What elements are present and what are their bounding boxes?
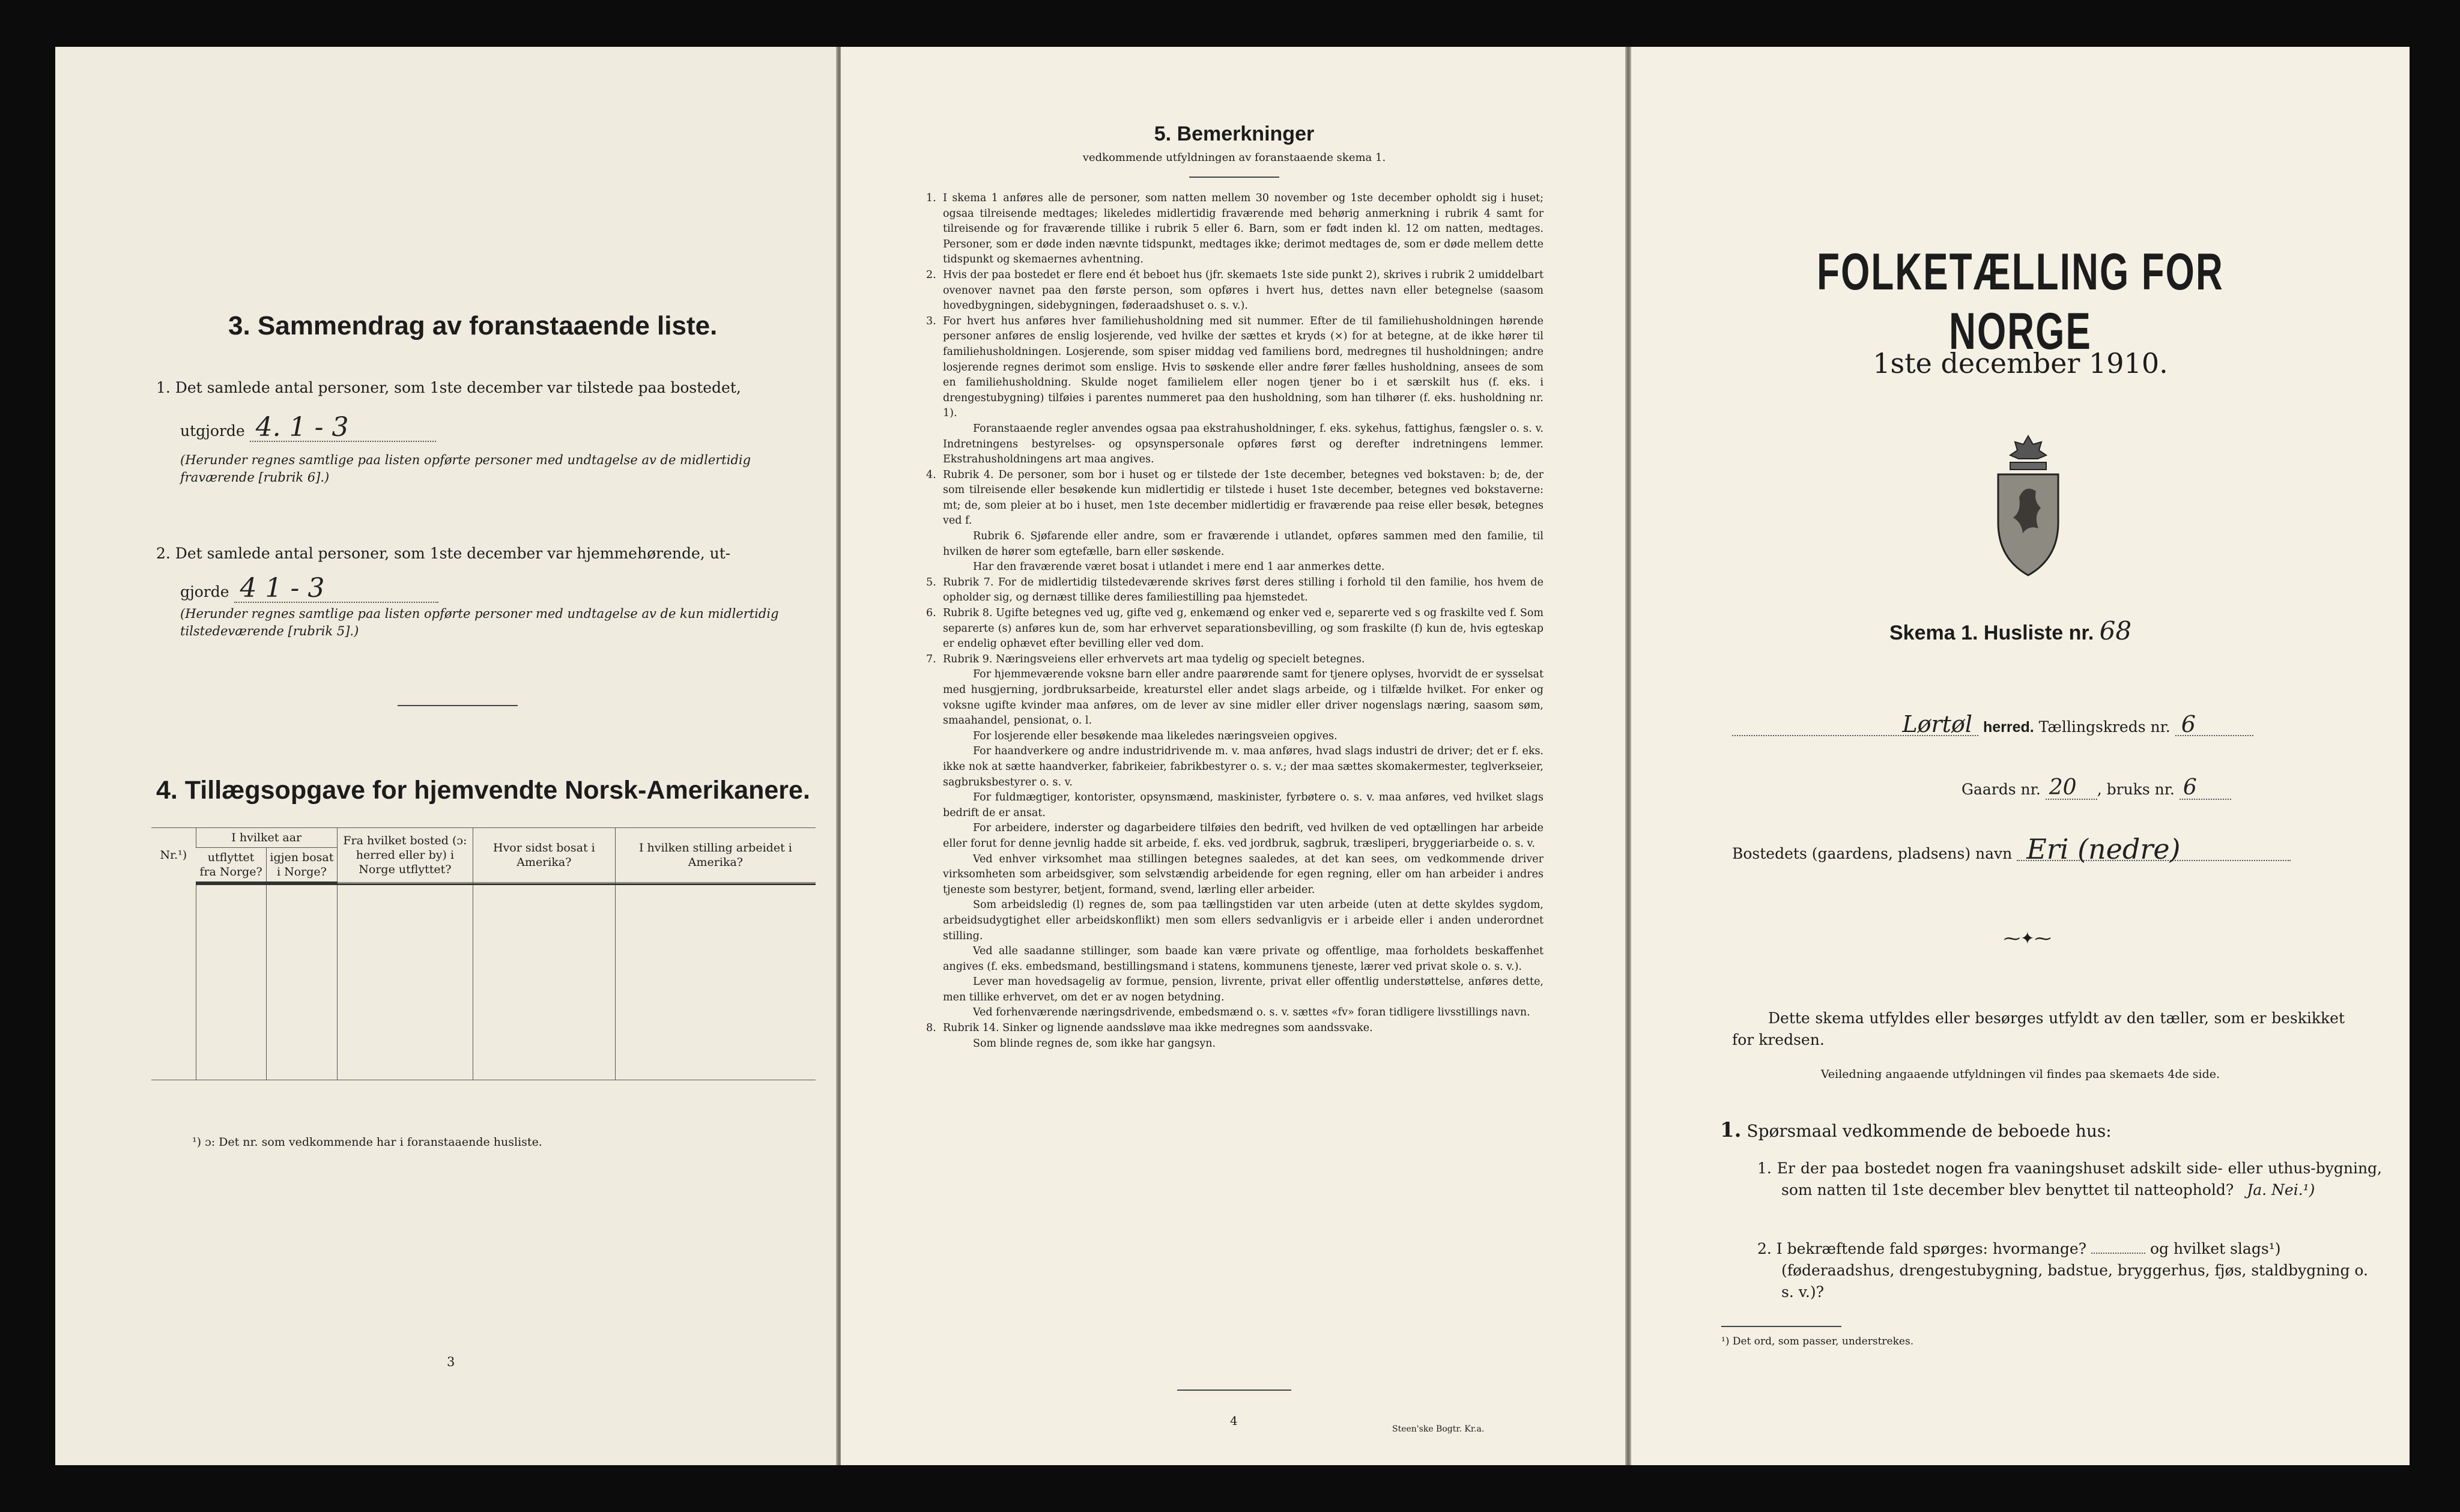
col-position: I hvilken stilling arbeidet i Amerika?	[615, 828, 816, 883]
page-number: 3	[447, 1355, 455, 1369]
note-item: Har den fraværende været bosat i utlandet i mere end 1 aar anmerkes dette.	[973, 561, 1385, 573]
table-row	[151, 950, 816, 982]
bosted-label: Bostedets (gaardens, pladsens) navn	[1732, 845, 2013, 862]
husliste-number: 68	[2099, 616, 2132, 646]
note-item: Foranstaaende regler anvendes ogsaa paa ekstrahusholdninger, f. eks. sykehus, fattighus, fængsler o. s. v. Indretningens bestyrelses- og opsynspersonale opføres først og derefter indretningens lemmer. Ekstrahusholdningens art maa angives.	[943, 422, 1544, 466]
returnee-table	[151, 827, 816, 1080]
page-fold	[1625, 47, 1631, 1465]
question-1-text: 1. Er der paa bostedet nogen fra vaaningshuset adskilt side- eller uthus-bygning, som natten til 1ste december blev benyttet til natteophold?	[1757, 1160, 2382, 1199]
note-item: For haandverkere og andre industridrivende m. v. maa anføres, hvad slags industri de driver; det er f. eks. ikke nok at sætte haandverker, fabrikeier, fabrikbestyrer o. s. v.; der maa sættes skomakermester, teglverkseier, sagbruksbestyrer o. s. v.	[943, 745, 1544, 788]
herred-value: Lørtøl	[1732, 713, 1978, 736]
gaards-value: 20	[2046, 777, 2097, 800]
question-2	[1757, 1238, 2382, 1303]
census-title: FOLKETÆLLING FOR NORGE	[1817, 243, 2224, 360]
census-date: 1ste december 1910.	[1873, 347, 2168, 380]
col-emigrated: utflyttet fra Norge?	[196, 848, 266, 883]
divider	[398, 705, 518, 706]
bruks-label: , bruks nr.	[2097, 781, 2175, 798]
footnote: ¹) Det ord, som passer, understrekes.	[1721, 1335, 1914, 1347]
herred-label: herred.	[1983, 719, 2034, 736]
divider	[1189, 177, 1279, 178]
section3-item2-value: 4 1 - 3	[234, 575, 438, 603]
skema-line	[1889, 616, 2131, 646]
question-1	[1757, 1158, 2382, 1201]
notes-list	[926, 191, 1544, 1051]
question-heading-num: 1.	[1720, 1118, 1742, 1142]
table-row	[151, 885, 816, 918]
table-row	[151, 982, 816, 1015]
col-nr: Nr.¹)	[151, 828, 196, 883]
table-row	[151, 918, 816, 950]
question-2-a: 2. I bekræftende fald spørges: hvormange?	[1757, 1240, 2087, 1257]
note-item: Ved enhver virksomhet maa stillingen betegnes saaledes, at det kan sees, om vedkommende driver virksomheten som arbeidsgiver, som selvstændig arbeidende for egen regning, eller om han arbeider i andres tjeneste som bestyrer, betjent, formand, svend, lærling eller arbeider.	[943, 853, 1544, 896]
herred-line	[1732, 713, 2345, 738]
col-last-residence: Hvor sidst bosat i Amerika?	[473, 828, 615, 883]
section3-item2-text: 2. Det samlede antal personer, som 1ste december var hjemmehørende, ut-	[156, 545, 731, 562]
note-item: Ved alle saadanne stillinger, som baade kan være private og offentlige, maa forholdets beskaffenhet angives (f. eks. embedsmand, bestillingsmand i statens, kommunens tjeneste, lærer ved privat skole o. s. v.).	[943, 945, 1544, 973]
section3-item1-prefix: utgjorde	[180, 422, 245, 440]
note-item: Som blinde regnes de, som ikke har gangsyn.	[973, 1037, 1216, 1050]
notes-title: 5. Bemerkninger	[1154, 122, 1315, 145]
note-item: 8. Rubrik 14. Sinker og lignende aandssløve maa ikke medregnes som aandssvake.	[926, 1022, 1373, 1035]
section3-item1-text: 1. Det samlede antal personer, som 1ste december var tilstede paa bostedet,	[156, 379, 741, 396]
note-item: 6. Rubrik 8. Ugifte betegnes ved ug, gifte ved g, enkemænd og enker ved e, separerte ved s og fraskilte ved f. Som separerte (s) anføres kun de, som har erhvervet separationsbevilling, og som fraskilte (f) kun de, hvis egteskap er endelig ophævet efter bevilling eller ved dom.	[926, 607, 1544, 650]
intro-text: Dette skema utfyldes eller besørges utfyldt av den tæller, som er beskikket for kredsen.	[1732, 1009, 2345, 1048]
question-2-b: og hvilket slags¹)	[2149, 1240, 2281, 1257]
section3-item2-prefix: gjorde	[180, 583, 229, 600]
printer-mark: Steen'ske Bogtr. Kr.a.	[1392, 1424, 1485, 1434]
section3-item1-value: 4. 1 - 3	[250, 414, 436, 442]
note-item: Ved forhenværende næringsdrivende, embedsmænd o. s. v. sættes «fv» foran tidligere livsstillings navn.	[973, 1006, 1530, 1019]
question-2-c: (føderaadshus, drengestubygning, badstue, bryggerhus, fjøs, staldbygning o. s. v.)?	[1781, 1262, 2368, 1301]
intro-note: Veiledning angaaende utfyldningen vil findes paa skemaets 4de side.	[1820, 1068, 2220, 1081]
table-row	[151, 1015, 816, 1047]
note-item: 1. I skema 1 anføres alle de personer, som natten mellem 30 november og 1ste december opholdt sig i huset; ogsaa tilreisende medtages; likeledes midlertidig fraværende med behørig anmerkning i rubrik 4 samt for tilreisende og for fraværende tillike i rubrik 5 eller 6. Barn, som er født inden kl. 12 om natten, medtages. Personer, som er døde inden nævnte tidspunkt, medtages ikke; derimot medtages de, som er døde mellem dette tidspunkt og skemaernes avhentning.	[926, 192, 1544, 266]
col-group-year: I hvilket aar	[196, 828, 337, 848]
note-item: For fuldmægtiger, kontorister, opsynsmænd, maskinister, fyrbøtere o. s. v. maa anføres, ved hvilket slags bedrift de er ansat.	[943, 791, 1544, 819]
gaards-line	[1962, 777, 2231, 800]
section3-item1-note: (Herunder regnes samtlige paa listen opførte personer med undtagelse av de midlertidig fraværende [rubrik 6].)	[180, 453, 751, 485]
page-middle	[841, 47, 1628, 1465]
note-item: Lever man hovedsagelig av formue, pension, livrente, privat eller offentlig understøttelse, anføres dette, men tillike erhvervet, om det er av nogen betydning.	[943, 976, 1544, 1003]
question-2-blank	[2091, 1253, 2145, 1254]
note-item: 3. For hvert hus anføres hver familiehusholdning med sit nummer. Efter de til familiehusholdningen hørende personer anføres de enslig losjerende, ved hvilke der sættes et kryds (×) for at betegne, at de ikke hører til familiehusholdningen. Losjerende, som spiser middag ved familiens bord, medregnes til husholdningen; andre losjerende regnes derimot som enslige. Hvis to søskende eller andre fører fælles husholdning, ansees de som en familiehusholdning. Skulde noget familielem eller nogen tjener bo i et særskilt hus (f. eks. i drengestubygning) tilføies i parentes nummeret paa den husholdning, som han tilhører (f. eks. husholdning nr. 1).	[926, 315, 1544, 420]
question-heading	[1720, 1119, 2112, 1142]
coat-of-arms-icon	[1989, 431, 2067, 581]
gaards-label: Gaards nr.	[1962, 781, 2041, 798]
question-heading-text: Spørsmaal vedkommende de beboede hus:	[1747, 1121, 2112, 1141]
table-row	[151, 1047, 816, 1080]
note-item: 4. Rubrik 4. De personer, som bor i huset og er tilstede der 1ste december, betegnes ved bokstaven: b; de, der som tilreisende eller besøkende kun midlertidig er tilstede i huset 1ste december, betegnes ved bokstaverne: mt; de, som pleier at bo i huset, men 1ste december midlertidig er fraværende paa reise eller besøk, betegnes ved f.	[926, 468, 1544, 527]
section3-item2-note: (Herunder regnes samtlige paa listen opførte personer med undtagelse av de kun midlertidig tilstedeværende [rubrik 5].)	[180, 606, 779, 638]
col-returned: igjen bosat i Norge?	[266, 848, 337, 883]
kreds-label: Tællingskreds nr.	[2038, 718, 2171, 736]
col-from-where: Fra hvilket bosted (ɔ: herred eller by) i Norge utflyttet?	[337, 828, 473, 883]
note-item: Som arbeidsledig (l) regnes de, som paa tællingstiden var uten arbeide (uten at dette skyldes sygdom, arbeidsudygtighet eller arbeidskonflikt) men som ellers sedvanligvis er i arbeide eller i anden underordnet stilling.	[943, 899, 1544, 942]
page-left	[55, 47, 836, 1465]
note-item: For hjemmeværende voksne barn eller andre paarørende samt for tjenere oplyses, hvorvidt de er sysselsat med husgjerning, jordbruksarbeide, kreaturstel eller andet slags arbeide, og i tilfælde hvilket. For enker og voksne ugifte kvinder maa anføres, om de lever av sine midler eller driver nogenslags næring, saasom søm, smaahandel, pensionat, o. l.	[943, 668, 1544, 727]
note-item: Rubrik 6. Sjøfarende eller andre, som er fraværende i utlandet, opføres sammen med den familie, til hvilken de hører som egtefælle, barn eller søskende.	[943, 530, 1544, 558]
question-1-answer: Ja. Nei.¹)	[2247, 1181, 2315, 1199]
section4-title: 4. Tillægsopgave for hjemvendte Norsk-Amerikanere.	[156, 776, 810, 805]
section3-item2-line	[180, 575, 438, 603]
bosted-value: Eri (nedre)	[2017, 838, 2291, 861]
section4-footnote: ¹) ɔ: Det nr. som vedkommende har i foranstaaende husliste.	[192, 1136, 542, 1149]
divider	[1721, 1326, 1841, 1327]
note-item: For losjerende eller besøkende maa likeledes næringsveien opgives.	[973, 730, 1338, 742]
note-item: For arbeidere, inderster og dagarbeidere tilføies den bedrift, ved hvilken de ved optællingen har arbeide eller forut for denne jevnlig hadde sit arbeide, f. eks. ved jordbruk, sagbruk, træsliperi, bryggeriarbeide o. s. v.	[943, 822, 1544, 850]
divider	[1177, 1390, 1291, 1391]
notes-subtitle: vedkommende utfyldningen av foranstaaende skema 1.	[1082, 151, 1386, 164]
bosted-line	[1732, 833, 2291, 865]
skema-label: Skema 1. Husliste nr.	[1889, 621, 2094, 644]
note-item: 2. Hvis der paa bostedet er flere end ét beboet hus (jfr. skemaets 1ste side punkt 2), skrives i rubrik 2 umiddelbart ovenover navnet paa den første person, som opføres i hvert hus, dettes navn eller betegnelse (saasom hovedbygningen, sidebygningen, føderaadshuset o. s. v.).	[926, 268, 1544, 312]
note-item: 7. Rubrik 9. Næringsveiens eller erhvervets art maa tydelig og specielt betegnes.	[926, 653, 1365, 665]
bruks-value: 6	[2180, 777, 2231, 800]
page-right	[1631, 47, 2410, 1465]
page-number: 4	[1230, 1414, 1238, 1428]
note-item: 5. Rubrik 7. For de midlertidig tilstedeværende skrives først deres stilling i forhold til den familie, hos hvem de opholder sig, og dernæst tillike deres familiestilling paa hjemstedet.	[926, 576, 1544, 604]
section3-title: 3. Sammendrag av foranstaaende liste.	[228, 311, 718, 340]
ornament: ⁓✦⁓	[2004, 928, 2052, 948]
section3-item1-line	[180, 414, 436, 442]
kreds-value: 6	[2175, 713, 2253, 736]
